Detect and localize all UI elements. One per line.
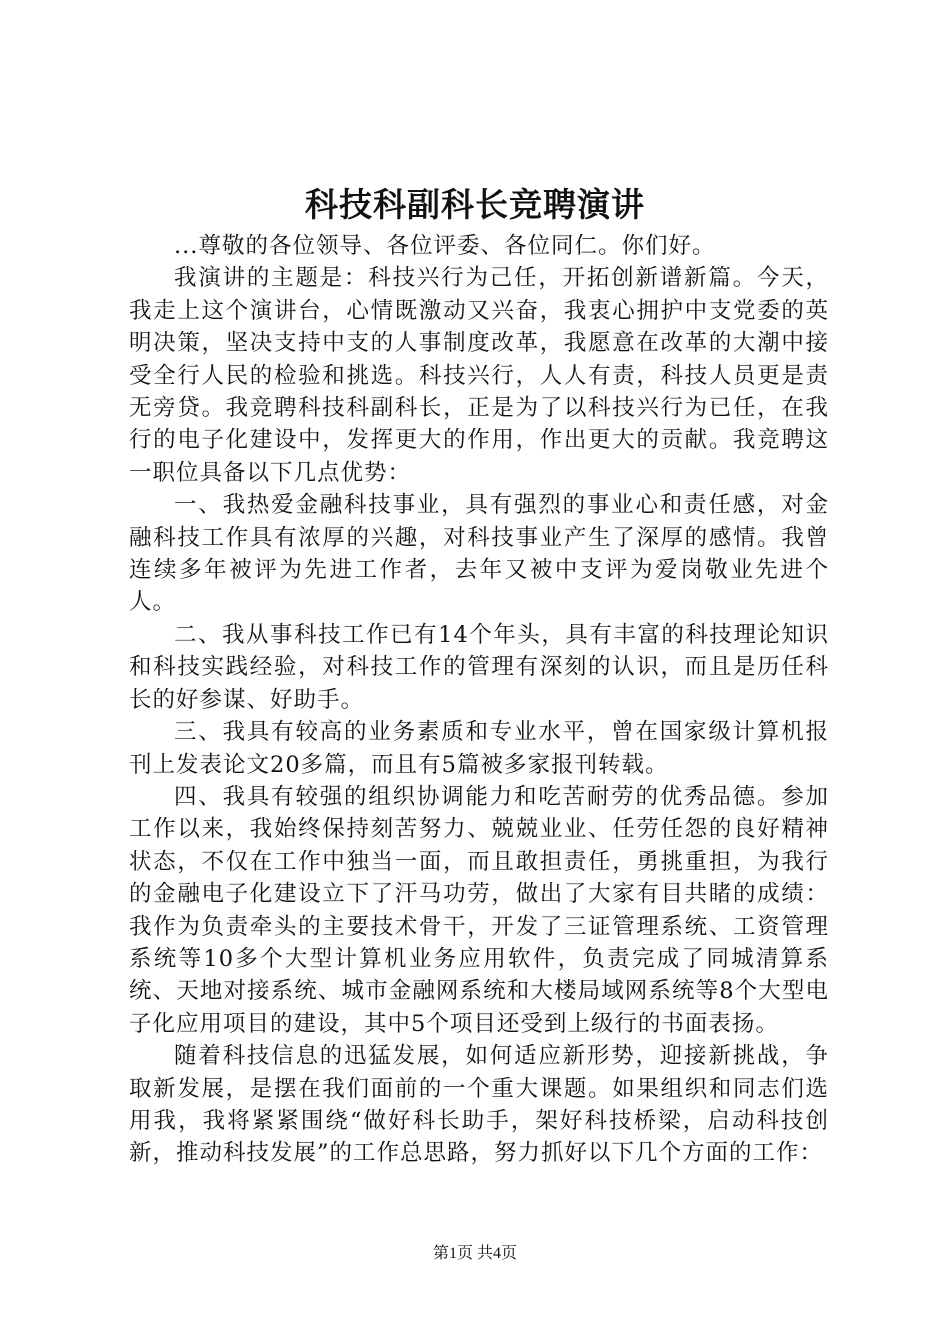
document-title: 科技科副科长竞聘演讲	[305, 185, 645, 224]
paragraph-point-four: 四、我具有较强的组织协调能力和吃苦耐劳的优秀品德。参加工作以来，我始终保持刻苦努力、兢兢业业、任劳任怨的良好精神状态，不仅在工作中独当一面，而且敢担责任，勇挑重担，为我行的金融电子化建设立下了汗马功劳，做出了大家有目共睹的成绩：我作为负责牵头的主要技术骨干，开发了三证管理系统、工资管理系统等10多个大型计算机业务应用软件，负责完成了同城清算系统、天地对接系统、城市金融网系统和大楼局域网系统等8个大型电子化应用项目的建设，其中5个项目还受到上级行的书面表扬。	[129, 783, 829, 1037]
paragraph-point-two: 二、我从事科技工作已有14个年头，具有丰富的科技理论知识和科技实践经验，对科技工作的管理有深刻的认识，而且是历任科长的好参谋、好助手。	[129, 621, 829, 713]
document-body	[129, 230, 829, 1170]
paragraph-point-three: 三、我具有较高的业务素质和专业水平，曾在国家级计算机报刊上发表论文20多篇，而且有5篇被多家报刊转载。	[129, 719, 829, 778]
paragraph-greeting: ...尊敬的各位领导、各位评委、各位同仁。你们好。	[174, 233, 716, 259]
page-number-footer: 第1页 共4页	[432, 1245, 517, 1262]
paragraph-plan: 随着科技信息的迅猛发展，如何适应新形势，迎接新挑战，争取新发展，是摆在我们面前的一个重大课题。如果组织和同志们选用我，我将紧紧围绕“做好科长助手，架好科技桥梁，启动科技创新，推动科技发展”的工作总思路，努力抓好以下几个方面的工作：	[129, 1043, 829, 1167]
paragraph-theme: 我演讲的主题是：科技兴行为己任，开拓创新谱新篇。今天，我走上这个演讲台，心情既激动又兴奋，我衷心拥护中支党委的英明决策，坚决支持中支的人事制度改革，我愿意在改革的大潮中接受全行人民的检验和挑选。科技兴行，人人有责，科技人员更是责无旁贷。我竞聘科技科副科长，正是为了以科技兴行为已任，在我行的电子化建设中，发挥更大的作用，作出更大的贡献。我竞聘这一职位具备以下几点优势：	[129, 265, 829, 486]
paragraph-point-one: 一、我热爱金融科技事业，具有强烈的事业心和责任感，对金融科技工作具有浓厚的兴趣，对科技事业产生了深厚的感情。我曾连续多年被评为先进工作者，去年又被中支评为爱岗敬业先进个人。	[129, 492, 829, 616]
